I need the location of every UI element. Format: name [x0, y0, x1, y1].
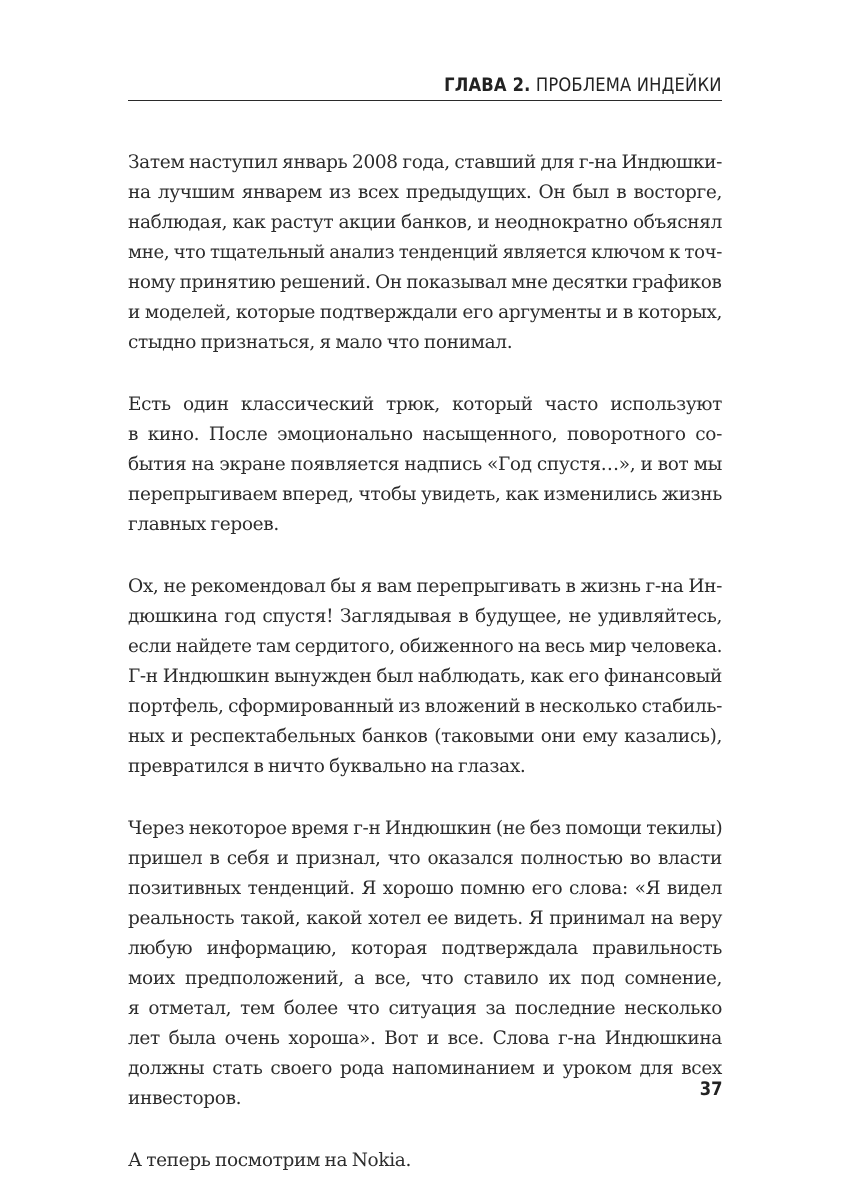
text-line: если найдете там сердитого, обиженного на весь мир человека.: [128, 636, 723, 657]
header-rule: [128, 100, 722, 101]
text-line: мне, что тщательный анализ тенденций является ключом к точ-: [128, 242, 723, 263]
chapter-title: ПРОБЛЕМА ИНДЕЙКИ: [536, 74, 722, 96]
text-line: ному принятию решений. Он показывал мне десятки графиков: [128, 272, 722, 293]
text-line: стыдно признаться, я мало что понимал.: [128, 332, 513, 353]
text-line: Ох, не рекомендовал бы я вам перепрыгивать в жизнь г-на Ин-: [128, 576, 722, 597]
text-line: перепрыгиваем вперед, чтобы увидеть, как изменились жизнь: [128, 484, 722, 505]
body-text: [128, 148, 722, 1176]
text-line: должны стать своего рода напоминанием и уроком для всех: [128, 1058, 722, 1079]
text-line: инвесторов.: [128, 1088, 242, 1109]
text-line: и моделей, которые подтверждали его аргументы и в которых,: [128, 302, 722, 323]
text-line: превратился в ничто буквально на глазах.: [128, 756, 526, 777]
text-line: я отметал, тем более что ситуация за последние несколько: [128, 998, 722, 1019]
text-line: любую информацию, которая подтверждала правильность: [128, 938, 722, 959]
chapter-label: ГЛАВА 2.: [444, 74, 531, 96]
text-line: Через некоторое время г-н Индюшкин (не без помощи текилы): [128, 818, 723, 839]
text-line: Г-н Индюшкин вынужден был наблюдать, как его финансовый: [128, 666, 722, 687]
text-line: пришел в себя и признал, что оказался полностью во власти: [128, 848, 722, 869]
running-head: [445, 74, 722, 96]
text-line: А теперь посмотрим на Nokia.: [128, 1150, 411, 1171]
text-line: бытия на экране появляется надпись «Год спустя…», и вот мы: [128, 454, 722, 475]
text-line: дюшкина год спустя! Заглядывая в будущее, не удивляйтесь,: [128, 606, 722, 627]
text-line: портфель, сформированный из вложений в несколько стабиль-: [128, 696, 722, 717]
text-line: моих предположений, а все, что ставило их под сомнение,: [128, 968, 722, 989]
text-line: наблюдая, как растут акции банков, и неоднократно объяснял: [128, 212, 722, 233]
paragraph-4: [128, 814, 722, 1114]
paragraph-2: [128, 390, 722, 540]
paragraph-5: [128, 1146, 722, 1176]
text-line: Есть один классический трюк, который часто используют: [128, 394, 722, 415]
text-line: реальность такой, какой хотел ее видеть. Я принимал на веру: [128, 908, 722, 929]
text-line: ных и респектабельных банков (таковыми они ему казались),: [128, 726, 722, 747]
text-line: Затем наступил январь 2008 года, ставший для г-на Индюшки-: [128, 152, 722, 173]
paragraph-3: [128, 572, 722, 782]
text-line: на лучшим январем из всех предыдущих. Он был в восторге,: [128, 182, 722, 203]
text-line: лет была очень хороша». Вот и все. Слова г-на Индюшкина: [128, 1028, 722, 1049]
paragraph-1: [128, 148, 722, 358]
page-number: 37: [699, 1078, 722, 1100]
text-line: главных героев.: [128, 514, 279, 535]
text-line: позитивных тенденций. Я хорошо помню его слова: «Я видел: [128, 878, 722, 899]
text-line: в кино. После эмоционально насыщенного, поворотного со-: [128, 424, 722, 445]
